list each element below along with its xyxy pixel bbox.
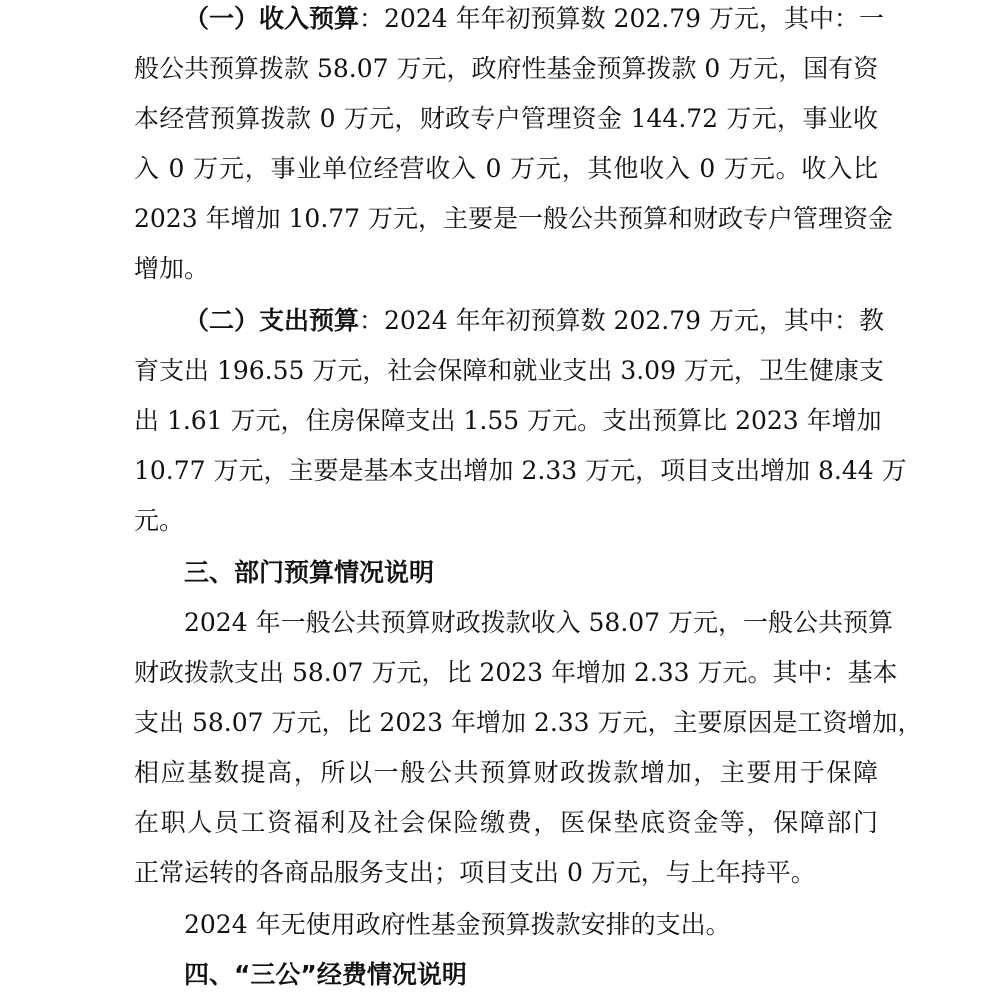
expense-paragraph-line-3: 出 1.61 万元，住房保障支出 1.55 万元。支出预算比 2023 年增加	[134, 406, 882, 435]
section-3-paragraph-2: 2024 年无使用政府性基金预算拨款安排的支出。	[184, 910, 731, 939]
section-3-paragraph-line-2: 财政拨款支出 58.07 万元，比 2023 年增加 2.33 万元。其中：基本	[134, 658, 898, 687]
income-paragraph-line-4: 入 0 万元，事业单位经营收入 0 万元，其他收入 0 万元。收入比	[134, 154, 878, 183]
section-3-paragraph-line-1: 2024 年一般公共预算财政拨款收入 58.07 万元，一般公共预算	[184, 608, 894, 637]
section-3-paragraph-line-3: 支出 58.07 万元，比 2023 年增加 2.33 万元，主要原因是工资增加，	[134, 708, 923, 737]
income-paragraph-line-3: 本经营预算拨款 0 万元，财政专户管理资金 144.72 万元，事业收	[134, 104, 878, 133]
expense-paragraph-line-1: （二）支出预算：2024 年年初预算数 202.79 万元，其中：教	[184, 306, 884, 335]
section-3-paragraph-line-4: 相应基数提高，所以一般公共预算财政拨款增加，主要用于保障	[134, 758, 878, 787]
section-4-heading: 四、“三公”经费情况说明	[184, 960, 467, 989]
expense-paragraph-line-2: 育支出 196.55 万元，社会保障和就业支出 3.09 万元，卫生健康支	[134, 356, 884, 385]
expense-paragraph-line-5: 元。	[134, 506, 185, 535]
section-3-paragraph-line-5: 在职人员工资福利及社会保险缴费，医保垫底资金等，保障部门	[134, 808, 878, 837]
income-paragraph-line-5: 2023 年增加 10.77 万元，主要是一般公共预算和财政专户管理资金	[134, 204, 894, 233]
income-label: （一）收入预算	[184, 4, 360, 33]
income-paragraph-line-6: 增加。	[134, 254, 210, 283]
income-paragraph-line-2: 般公共预算拨款 58.07 万元，政府性基金预算拨款 0 万元，国有资	[134, 54, 879, 83]
section-3-paragraph-line-6: 正常运转的各商品服务支出；项目支出 0 万元，与上年持平。	[134, 858, 816, 887]
section-3-heading: 三、部门预算情况说明	[184, 558, 435, 587]
expense-paragraph-line-4: 10.77 万元，主要是基本支出增加 2.33 万元，项目支出增加 8.44 万	[134, 456, 907, 485]
income-paragraph-line-1: （一）收入预算：2024 年年初预算数 202.79 万元，其中：一	[184, 4, 884, 33]
expense-label: （二）支出预算	[184, 306, 360, 335]
